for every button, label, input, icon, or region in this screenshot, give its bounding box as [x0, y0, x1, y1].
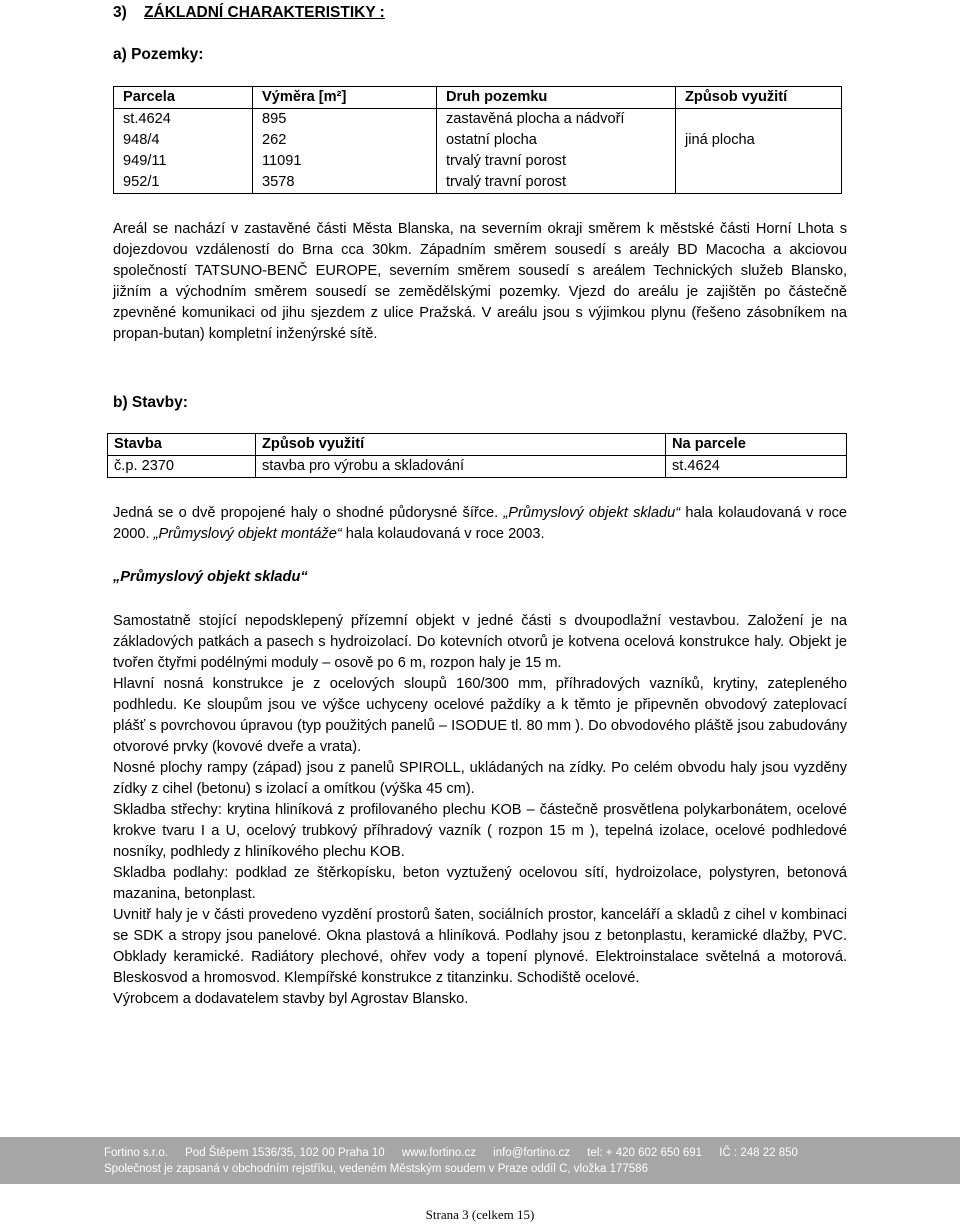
footer-ic: IČ : 248 22 850 [719, 1147, 798, 1159]
footer-email[interactable]: info@fortino.cz [493, 1147, 571, 1159]
footer-phone: tel: + 420 602 650 691 [587, 1147, 703, 1159]
cell: 11091 [253, 151, 437, 172]
paragraph-text: Hlavní nosná konstrukce je z ocelových sloupů 160/300 mm, příhradových vazníků, krytiny, zatepleného podhledu. Ke sloupům jsou ve výšce uchyceny ocelové paždíky a k těmto je připevněn obvodový zateplovací plášť s povrchovou úpravou (typ použitých panelů – ISODUE tl. 80 mm ). Do obvodového pláště jsou zabudovány otvorové prvky (kovové dveře a vrata). [113, 676, 847, 755]
intro-part: Jedná se o dvě propojené haly o shodné půdorysné šířce. [113, 505, 504, 521]
pozemky-paragraph [113, 219, 847, 345]
pozemky-heading: a) Pozemky: [113, 46, 204, 63]
paragraph-text: Výrobcem a dodavatelem stavby byl Agrostav Blansko. [113, 991, 469, 1007]
table-row [114, 172, 842, 194]
cell [676, 172, 842, 194]
header-vymera: Výměra [m²] [253, 87, 437, 109]
section-number: 3) [113, 4, 127, 21]
cell: 948/4 [114, 130, 253, 151]
cell: st.4624 [666, 456, 847, 478]
header-druh: Druh pozemku [437, 87, 676, 109]
intro-part: hala kolaudovaná v roce 2003. [341, 526, 545, 542]
intro-part: hala kolaudovaná v roce 2000. [113, 505, 848, 542]
paragraph-text: Nosné plochy rampy (západ) jsou z panelů SPIROLL, ukládaných na zídky. Po celém obvodu haly jsou vyzděny zídky z cihel (betonu) s izolací a omítkou (výška 45 cm). [113, 760, 847, 797]
cell [676, 109, 842, 131]
footer-register: Společnost je zapsaná v obchodním rejstříku, vedeném Městským soudem v Praze oddíl C, vložka 177586 [104, 1163, 648, 1175]
cell: trvalý travní porost [437, 172, 676, 194]
paragraph-text: Samostatně stojící nepodsklepený přízemní objekt v jedné části s dvoupodlažní vestavbou. Založení je na základových patkách a pasech s hydroizolací. Do kotevních otvorů je kotvena ocelová konstrukce haly. Objekt je tvořen čtyřmi podélnými moduly – osově po 6 m, rozpon haly je 15 m. [113, 613, 847, 671]
cell: č.p. 2370 [108, 456, 256, 478]
paragraph-text: Skladba podlahy: podklad ze štěrkopísku, beton vyztužený ocelovou sítí, hydroizolace, polystyren, betonová mazanina, betonplast. [113, 865, 847, 902]
header-zpusob-vyuziti: Způsob využití [256, 434, 666, 456]
intro-objekt-skladu: „Průmyslový objekt skladu“ [503, 505, 681, 521]
header-stavba: Stavba [108, 434, 256, 456]
cell: jiná plocha [676, 130, 842, 151]
section-title: ZÁKLADNÍ CHARAKTERISTIKY : [144, 4, 385, 21]
cell: zastavěná plocha a nádvoří [437, 109, 676, 131]
intro-objekt-montaze: „Průmyslový objekt montáže“ [153, 526, 342, 542]
stavby-heading: b) Stavby: [113, 394, 188, 411]
footer-contact-line [104, 1145, 812, 1162]
cell: st.4624 [114, 109, 253, 131]
header-zpusob: Způsob využití [676, 87, 842, 109]
cell: stavba pro výrobu a skladování [256, 456, 666, 478]
paragraph-text: Areál se nachází v zastavěné části Města Blanska, na severním okraji směrem k městské části Horní Lhota s dojezdovou vzdáleností do Brna cca 30km. Západním směrem sousedí s areály BD Macocha a akciovou společností TATSUNO-BENČ EUROPE, severním směrem sousedí s areálem Technických služeb Blansko, jižním a východním směrem sousedí se zemědělskými pozemky. Vjezd do areálu je zajištěn po částečně zpevněné komunikaci od jihu sjezdem z ulice Pražská. V areálu jsou s výjimkou plynu (řešeno zásobníkem na propan-butan) kompletní inženýrské sítě. [113, 221, 847, 342]
header-parcela: Parcela [114, 87, 253, 109]
cell: 949/11 [114, 151, 253, 172]
cell: 3578 [253, 172, 437, 194]
footer-company: Fortino s.r.o. [104, 1147, 168, 1159]
cell: trvalý travní porost [437, 151, 676, 172]
footer-web[interactable]: www.fortino.cz [401, 1147, 476, 1159]
intro-text [113, 503, 847, 545]
cell: 952/1 [114, 172, 253, 194]
stavby-intro [113, 503, 847, 545]
table-row [114, 151, 842, 172]
paragraph-text: Skladba střechy: krytina hliníková z profilovaného plechu KOB – částečně prosvětlena polykarbonátem, ocelové krokve tvaru I a U, ocelový trubkový příhradový vazník ( rozpon 15 m ), tepelná izolace, ocelové podhledové nosníky, podhledy z hliníkového plechu KOB. [113, 802, 847, 860]
sklad-body [113, 611, 847, 1010]
cell: ostatní plocha [437, 130, 676, 151]
sklad-heading: „Průmyslový objekt skladu“ [113, 569, 308, 585]
footer-address: Pod Štěpem 1536/35, 102 00 Praha 10 [185, 1147, 385, 1159]
page-footer [0, 1137, 960, 1184]
cell [676, 151, 842, 172]
table-header-row [108, 434, 847, 456]
header-na-parcele: Na parcele [666, 434, 847, 456]
stavby-table [107, 433, 847, 478]
table-row [114, 130, 842, 151]
cell: 895 [253, 109, 437, 131]
paragraph-text: Uvnitř haly je v části provedeno vyzdění prostorů šaten, sociálních prostor, kanceláří a skladů z cihel v kombinaci se SDK a stropy jsou panelové. Okna plastová a hliníková. Podlahy jsou z betonplastu, keramické dlažby, PVC. Obklady keramické. Radiátory plechové, ohřev vody a topení plynové. Elektroinstalace světelná a motorová. Bleskosvod a hromosvod. Klempířské konstrukce z titanzinku. Schodiště ocelové. [113, 907, 847, 986]
table-header-row [114, 87, 842, 109]
pozemky-table [113, 86, 842, 194]
table-row [108, 456, 847, 478]
table-row [114, 109, 842, 131]
section-heading [113, 2, 385, 23]
cell: 262 [253, 130, 437, 151]
page-number: Strana 3 (celkem 15) [425, 1207, 535, 1222]
